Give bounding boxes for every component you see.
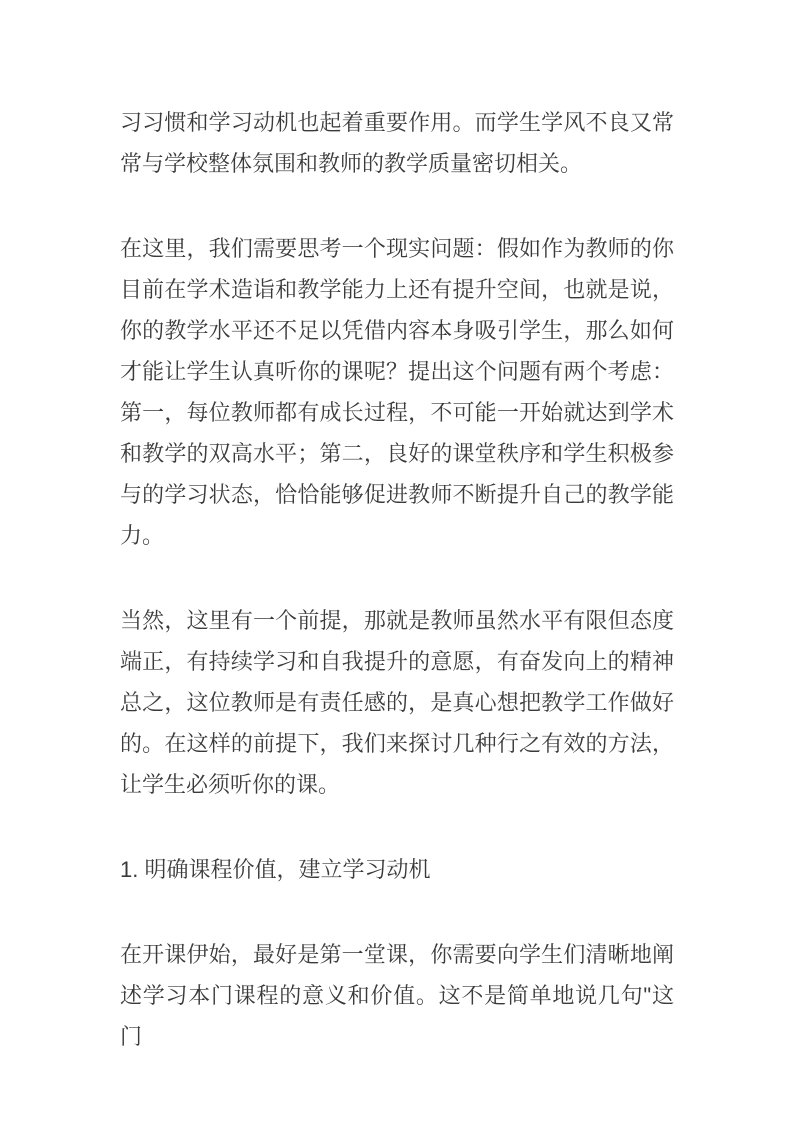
paragraph-premise: 当然，这里有一个前提，那就是教师虽然水平有限但态度端正，有持续学习和自我提升的意愿，有奋发向上的精神总之，这位教师是有责任感的，是真心想把教学工作做好的。在这样的前提下，我们来探讨几种行之有效的方法，让学生必须听你的课。 — [120, 608, 674, 797]
paragraph-first-lesson: 在开课伊始，最好是第一堂课，你需要向学生们清晰地阐述学习本门课程的意义和价值。这不是简单地说几句"这门 — [120, 942, 674, 1049]
section-heading-course-value: 1. 明确课程价值，建立学习动机 — [120, 857, 431, 882]
paragraph-study-habits: 习习惯和学习动机也起着重要作用。而学生学风不良又常常与学校整体氛围和教师的教学质量密切相关。 — [120, 110, 674, 176]
paragraph-realistic-question: 在这里，我们需要思考一个现实问题：假如作为教师的你目前在学术造诣和教学能力上还有提升空间，也就是说，你的教学水平还不足以凭借内容本身吸引学生，那么如何才能让学生认真听你的课呢？提出这个问题有两个考虑：第一，每位教师都有成长过程，不可能一开始就达到学术和教学的双高水平；第二，良好的课堂秩序和学生积极参与的学习状态，恰恰能够促进教师不断提升自己的教学能力。 — [120, 236, 674, 548]
